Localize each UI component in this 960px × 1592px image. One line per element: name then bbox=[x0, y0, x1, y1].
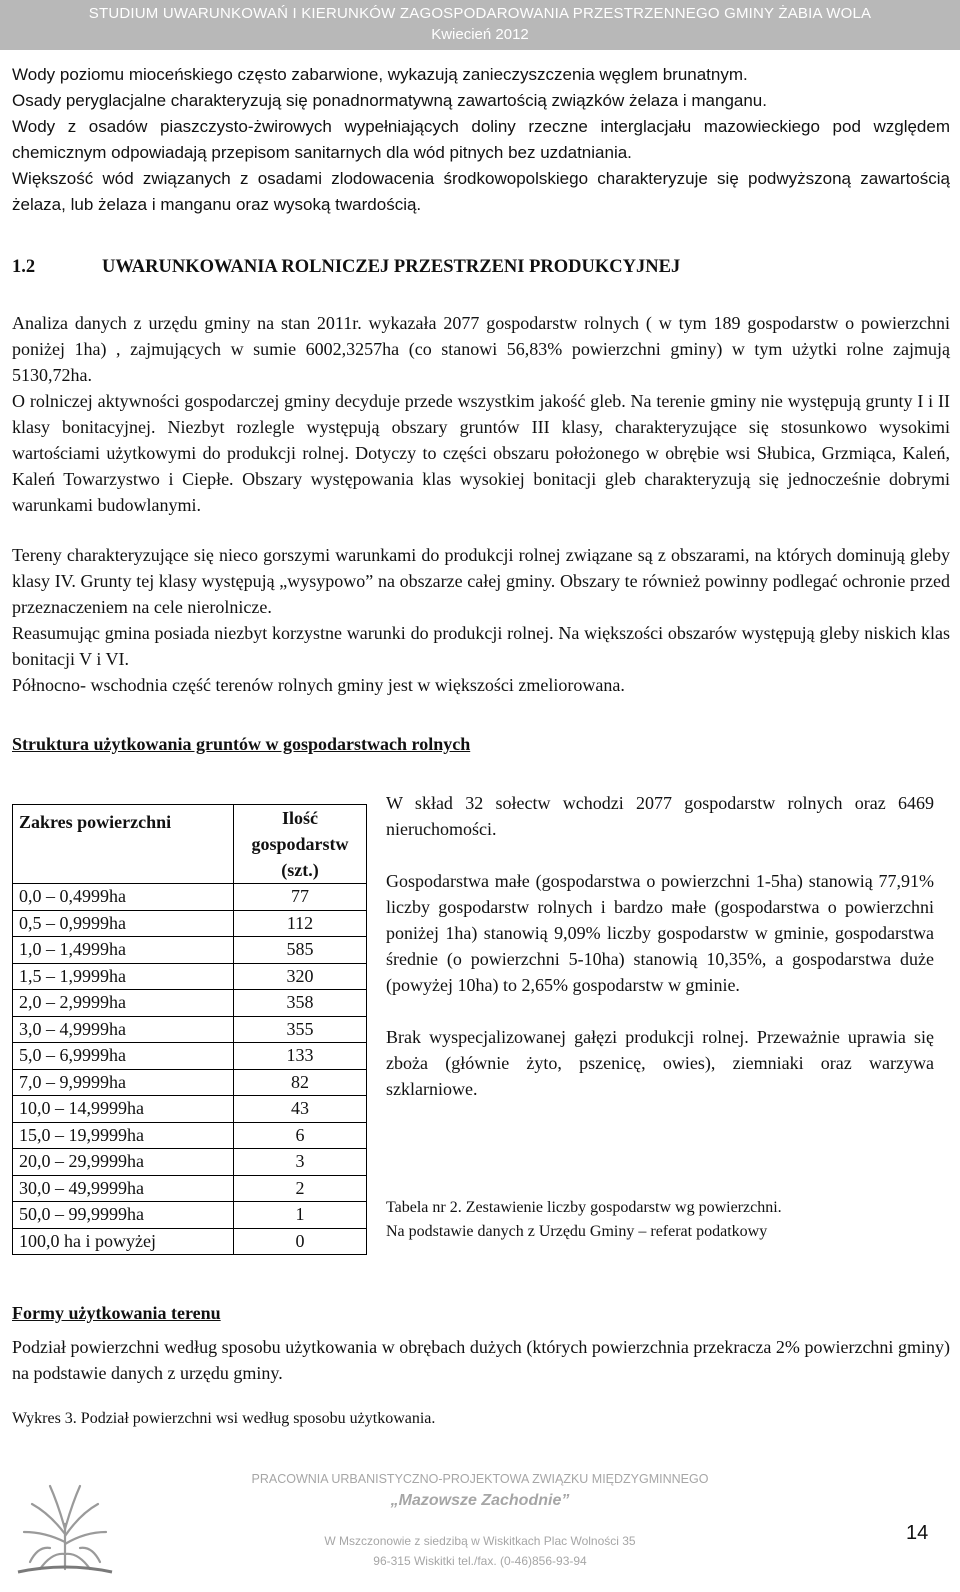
body-paragraph-3: Tereny charakteryzujące się nieco gorszymi warunkami do produkcji rolnej związane są z obszarami, na których dominują gleby klasy IV. Grunty tej klasy występują „wysypowo” na obszarze całej gminy. Obszary te również powinny podlegać ochronie przed przeznaczeniem na cele nierolnicze. bbox=[12, 545, 950, 617]
footer-name: „Mazowsze Zachodnie” bbox=[390, 1492, 570, 1509]
table-source: Na podstawie danych z Urzędu Gminy – referat podatkowy bbox=[386, 1223, 768, 1240]
footer-address: W Mszczonowie z siedzibą w Wiskitkach Plac Wolności 35 bbox=[324, 1534, 636, 1548]
range-cell: 7,0 – 9,9999ha bbox=[13, 1069, 234, 1096]
table-row bbox=[13, 1149, 367, 1176]
range-cell: 15,0 – 19,9999ha bbox=[13, 1122, 234, 1149]
count-cell: 133 bbox=[234, 1043, 367, 1070]
count-cell: 43 bbox=[234, 1096, 367, 1123]
side-paragraph-1: W skład 32 sołectw wchodzi 2077 gospodarstw rolnych oraz 6469 nieruchomości. bbox=[386, 793, 934, 839]
table-row bbox=[13, 910, 367, 937]
range-cell: 10,0 – 14,9999ha bbox=[13, 1096, 234, 1123]
page-header bbox=[0, 0, 960, 50]
intro-paragraph-3: Większość wód związanych z osadami zlodowacenia środkowopolskiego charakteryzuje się podwyższoną zawartością żelaza, lub żelaza i manganu oraz wysoką twardością. bbox=[12, 169, 950, 214]
table-row bbox=[13, 990, 367, 1017]
table-caption: Tabela nr 2. Zestawienie liczby gospodarstw wg powierzchni. bbox=[386, 1199, 782, 1216]
range-cell: 3,0 – 4,9999ha bbox=[13, 1016, 234, 1043]
table-row bbox=[13, 963, 367, 990]
intro-paragraph-2: Wody z osadów piaszczysto-żwirowych wypełniających doliny rzeczne interglacjału mazowieckiego pod względem chemicznym odpowiadają przepisom sanitarnych dla wód pitnych bez uzdatniania. bbox=[12, 117, 950, 162]
section-heading bbox=[12, 257, 680, 278]
table-row bbox=[13, 1175, 367, 1202]
range-cell: 1,5 – 1,9999ha bbox=[13, 963, 234, 990]
body-paragraph-5: Północno- wschodnia część terenów rolnych gminy jest w większości zmeliorowana. bbox=[12, 675, 625, 695]
body-paragraph-2: O rolniczej aktywności gospodarczej gminy decyduje przede wszystkim jakość gleb. Na terenie gminy nie występują grunty I i II klasy bonitacyjnej. Niezbyt rozlegle występują obszary gruntów III klasy, charakteryzujące się stosunkowo wysokimi wartościami użytkowymi do produkcji rolnej. Dotyczy to części obszaru położonego w obrębie wsi Słubica, Grzmiąca, Kaleń, Kaleń Towarzystwo i Ciepłe. Obszary występowania klas wysokiej bonitacji gleb charakteryzują się jednocześnie dobrymi warunkami budowlanymi. bbox=[12, 391, 950, 515]
table-row bbox=[13, 1096, 367, 1123]
table-row bbox=[13, 1122, 367, 1149]
side-paragraph-2: Gospodarstwa małe (gospodarstwa o powierzchni 1-5ha) stanowią 77,91% liczby gospodarstw rolnych i bardzo małe (gospodarstwa o powierzchni poniżej 1ha) stanowią 9,09% liczby gospodarstw w gminie, gospodarstwa średnie (o powierzchni 5-10ha) stanowią 10,35%, a gospodarstwa duże (powyżej 10ha) to 2,65% gospodarstw w gminie. bbox=[386, 871, 934, 995]
side-paragraph-3: Brak wyspecjalizowanej gałęzi produkcji rolnej. Przeważnie uprawia się zboża (głównie żyto, pszenicę, owies), ziemniaki oraz warzywa szklarniowe. bbox=[386, 1027, 934, 1099]
footer-organization: PRACOWNIA URBANISTYCZNO-PROJEKTOWA ZWIĄZKU MIĘDZYGMINNEGO bbox=[251, 1472, 709, 1486]
count-cell: 3 bbox=[234, 1149, 367, 1176]
body-paragraph-1: Analiza danych z urzędu gminy na stan 2011r. wykazała 2077 gospodarstw rolnych ( w tym 189 gospodarstw o powierzchni poniżej 1ha) , zajmujących w sumie 6002,3257ha (co stanowi 56,83% powierzchni gminy) w tym użytki rolne zajmują 5130,72ha. bbox=[12, 313, 950, 385]
farms-table bbox=[12, 804, 367, 1255]
forms-heading: Formy użytkowania terenu bbox=[12, 1303, 221, 1323]
count-cell: 2 bbox=[234, 1175, 367, 1202]
page-footer bbox=[0, 1462, 960, 1592]
range-cell: 2,0 – 2,9999ha bbox=[13, 990, 234, 1017]
table-row bbox=[13, 884, 367, 911]
count-cell: 355 bbox=[234, 1016, 367, 1043]
count-cell: 82 bbox=[234, 1069, 367, 1096]
document-date: Kwiecień 2012 bbox=[431, 26, 529, 43]
footer-phone: 96-315 Wiskitki tel./fax. (0-46)856-93-94 bbox=[373, 1554, 587, 1568]
count-cell: 1 bbox=[234, 1202, 367, 1229]
column-header-range: Zakres powierzchni bbox=[13, 805, 234, 884]
table-header-row bbox=[13, 805, 367, 884]
count-cell: 358 bbox=[234, 990, 367, 1017]
range-cell: 0,5 – 0,9999ha bbox=[13, 910, 234, 937]
table-row bbox=[13, 937, 367, 964]
count-cell: 320 bbox=[234, 963, 367, 990]
table-row bbox=[13, 1069, 367, 1096]
table-row bbox=[13, 1016, 367, 1043]
count-cell: 77 bbox=[234, 884, 367, 911]
document-title: STUDIUM UWARUNKOWAŃ I KIERUNKÓW ZAGOSPODAROWANIA PRZESTRZENNEGO GMINY ŻABIA WOLA bbox=[88, 5, 872, 22]
range-cell: 30,0 – 49,9999ha bbox=[13, 1175, 234, 1202]
count-cell: 0 bbox=[234, 1228, 367, 1255]
structure-heading: Struktura użytkowania gruntów w gospodarstwach rolnych bbox=[12, 734, 471, 754]
count-cell: 112 bbox=[234, 910, 367, 937]
body-paragraph-4: Reasumując gmina posiada niezbyt korzystne warunki do produkcji rolnej. Na większości obszarów występują gleby niskich klas bonitacji V i VI. bbox=[12, 623, 950, 669]
range-cell: 100,0 ha i powyżej bbox=[13, 1228, 234, 1255]
range-cell: 1,0 – 1,4999ha bbox=[13, 937, 234, 964]
range-cell: 0,0 – 0,4999ha bbox=[13, 884, 234, 911]
page-number: 14 bbox=[906, 1522, 929, 1544]
chart-caption: Wykres 3. Podział powierzchni wsi według sposobu użytkowania. bbox=[12, 1410, 436, 1427]
table-row bbox=[13, 1043, 367, 1070]
range-cell: 5,0 – 6,9999ha bbox=[13, 1043, 234, 1070]
forms-paragraph: Podział powierzchni według sposobu użytkowania w obrębach dużych (których powierzchnia przekracza 2% powierzchni gminy) na podstawie danych z urzędu gminy. bbox=[12, 1337, 950, 1383]
range-cell: 20,0 – 29,9999ha bbox=[13, 1149, 234, 1176]
table-row bbox=[13, 1228, 367, 1255]
section-title: UWARUNKOWANIA ROLNICZEJ PRZESTRZENI PRODUKCYJNEJ bbox=[102, 257, 681, 277]
column-header-count: Ilość gospodarstw (szt.) bbox=[234, 805, 367, 884]
table-row bbox=[13, 1202, 367, 1229]
count-cell: 6 bbox=[234, 1122, 367, 1149]
range-cell: 50,0 – 99,9999ha bbox=[13, 1202, 234, 1229]
intro-line-1: Wody poziomu mioceńskiego często zabarwione, wykazują zanieczyszczenia węglem brunatnym. bbox=[12, 65, 748, 84]
intro-line-2: Osady peryglacjalne charakteryzują się ponadnormatywną zawartością związków żelaza i manganu. bbox=[12, 91, 767, 110]
count-cell: 585 bbox=[234, 937, 367, 964]
section-number: 1.2 bbox=[12, 257, 36, 277]
